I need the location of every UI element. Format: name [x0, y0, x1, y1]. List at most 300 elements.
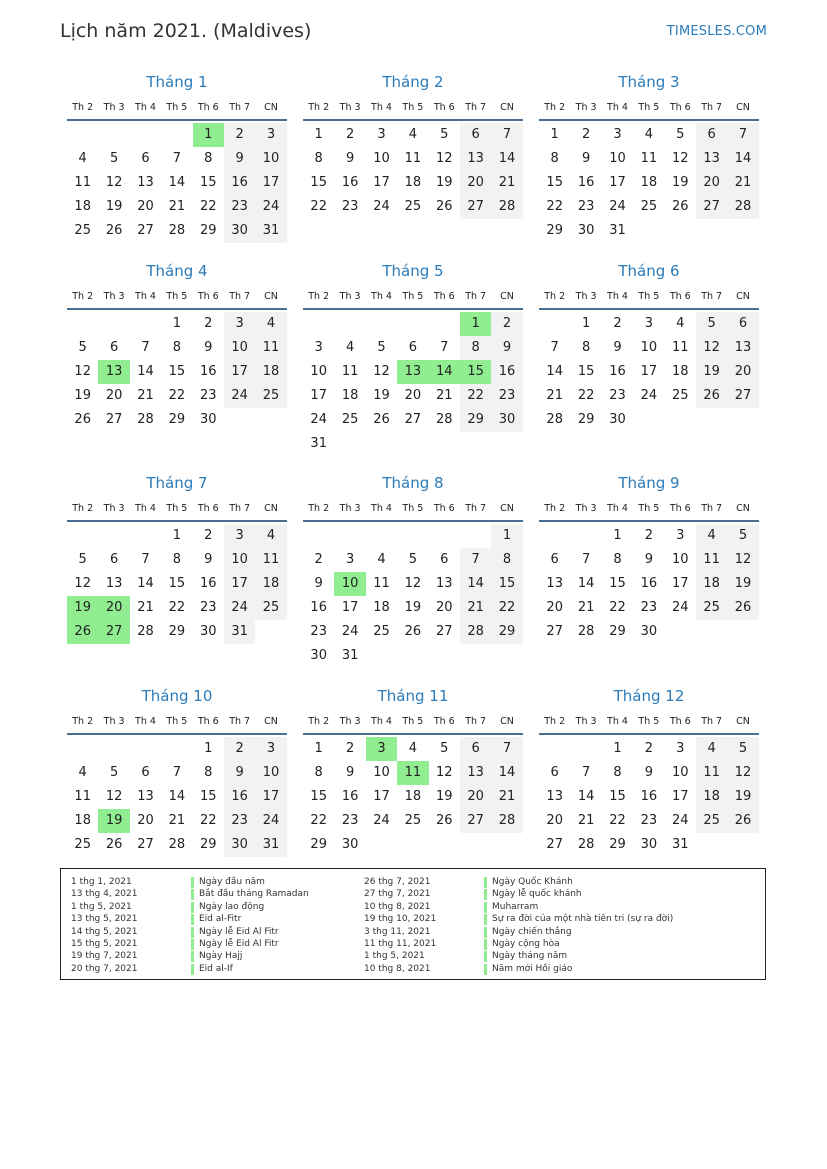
day-cell[interactable]: 3 [224, 312, 255, 336]
day-cell[interactable]: 12 [727, 548, 758, 572]
day-cell[interactable]: 16 [224, 171, 255, 195]
day-cell[interactable]: 11 [696, 761, 727, 785]
day-cell[interactable]: 21 [137, 600, 154, 615]
day-cell[interactable]: 25 [255, 384, 286, 408]
day-cell[interactable]: 2 [491, 312, 522, 336]
day-cell[interactable]: 22 [168, 388, 186, 403]
holiday-day-cell[interactable]: 19 [98, 809, 129, 833]
day-cell[interactable]: 18 [696, 785, 727, 809]
day-cell[interactable]: 9 [204, 552, 213, 567]
day-cell[interactable]: 4 [408, 741, 417, 756]
day-cell[interactable]: 23 [609, 388, 626, 403]
day-cell[interactable]: 24 [255, 195, 286, 219]
day-cell[interactable]: 20 [137, 199, 154, 214]
day-cell[interactable]: 25 [255, 596, 286, 620]
day-cell[interactable]: 7 [172, 765, 181, 780]
site-link[interactable]: TIMESLES.COM [666, 24, 767, 39]
day-cell[interactable]: 10 [224, 336, 255, 360]
day-cell[interactable]: 14 [137, 576, 154, 591]
day-cell[interactable]: 23 [199, 388, 217, 403]
day-cell[interactable]: 17 [255, 785, 286, 809]
day-cell[interactable]: 3 [255, 737, 286, 761]
day-cell[interactable]: 24 [373, 199, 390, 214]
day-cell[interactable]: 26 [727, 809, 758, 833]
day-cell[interactable]: 18 [373, 600, 390, 615]
day-cell[interactable]: 30 [224, 219, 255, 243]
holiday-day-cell[interactable]: 19 [67, 596, 98, 620]
day-cell[interactable]: 16 [341, 175, 359, 190]
day-cell[interactable]: 23 [640, 600, 658, 615]
day-cell[interactable]: 19 [727, 785, 758, 809]
day-cell[interactable]: 12 [727, 761, 758, 785]
day-cell[interactable]: 2 [314, 552, 323, 567]
day-cell[interactable]: 30 [341, 837, 359, 852]
day-cell[interactable]: 10 [224, 548, 255, 572]
day-cell[interactable]: 17 [341, 600, 359, 615]
day-cell[interactable]: 20 [404, 388, 422, 403]
day-cell[interactable]: 16 [224, 785, 255, 809]
day-cell[interactable]: 13 [546, 789, 563, 804]
day-cell[interactable]: 30 [640, 624, 658, 639]
day-cell[interactable]: 12 [696, 336, 727, 360]
day-cell[interactable]: 20 [546, 813, 563, 828]
day-cell[interactable]: 22 [310, 813, 327, 828]
day-cell[interactable]: 1 [581, 316, 591, 331]
day-cell[interactable]: 21 [168, 199, 186, 214]
day-cell[interactable]: 5 [109, 151, 119, 166]
day-cell[interactable]: 25 [671, 388, 689, 403]
day-cell[interactable]: 24 [609, 199, 626, 214]
day-cell[interactable]: 23 [491, 384, 522, 408]
day-cell[interactable]: 26 [105, 837, 123, 852]
day-cell[interactable]: 29 [546, 223, 563, 238]
day-cell[interactable]: 26 [671, 199, 689, 214]
day-cell[interactable]: 14 [577, 576, 595, 591]
day-cell[interactable]: 12 [373, 364, 390, 379]
day-cell[interactable]: 17 [373, 789, 390, 804]
day-cell[interactable]: 1 [204, 741, 213, 756]
day-cell[interactable]: 1 [613, 741, 622, 756]
day-cell[interactable]: 22 [609, 600, 626, 615]
day-cell[interactable]: 2 [345, 741, 355, 756]
day-cell[interactable]: 14 [460, 572, 491, 596]
day-cell[interactable]: 26 [404, 624, 422, 639]
day-cell[interactable]: 30 [310, 648, 327, 663]
day-cell[interactable]: 23 [640, 813, 658, 828]
day-cell[interactable]: 25 [696, 809, 727, 833]
day-cell[interactable]: 22 [460, 384, 491, 408]
day-cell[interactable]: 25 [696, 596, 727, 620]
day-cell[interactable]: 25 [341, 412, 359, 427]
day-cell[interactable]: 28 [460, 620, 491, 644]
day-cell[interactable]: 12 [74, 576, 91, 591]
day-cell[interactable]: 28 [727, 195, 758, 219]
day-cell[interactable]: 2 [613, 316, 622, 331]
day-cell[interactable]: 14 [546, 364, 563, 379]
day-cell[interactable]: 11 [640, 151, 658, 166]
day-cell[interactable]: 17 [373, 175, 390, 190]
day-cell[interactable]: 15 [199, 175, 217, 190]
day-cell[interactable]: 9 [224, 147, 255, 171]
day-cell[interactable]: 9 [613, 340, 622, 355]
day-cell[interactable]: 27 [105, 412, 123, 427]
day-cell[interactable]: 15 [546, 175, 563, 190]
day-cell[interactable]: 11 [255, 548, 286, 572]
day-cell[interactable]: 22 [168, 600, 186, 615]
day-cell[interactable]: 7 [141, 340, 150, 355]
day-cell[interactable]: 24 [310, 412, 327, 427]
day-cell[interactable]: 24 [224, 384, 255, 408]
day-cell[interactable]: 5 [440, 741, 449, 756]
day-cell[interactable]: 13 [460, 761, 491, 785]
day-cell[interactable]: 3 [644, 316, 653, 331]
day-cell[interactable]: 19 [404, 600, 422, 615]
day-cell[interactable]: 19 [727, 572, 758, 596]
day-cell[interactable]: 31 [255, 833, 286, 857]
day-cell[interactable]: 4 [408, 127, 417, 142]
day-cell[interactable]: 21 [491, 785, 522, 809]
day-cell[interactable]: 14 [577, 789, 595, 804]
day-cell[interactable]: 24 [341, 624, 359, 639]
day-cell[interactable]: 5 [109, 765, 119, 780]
day-cell[interactable]: 29 [168, 624, 186, 639]
day-cell[interactable]: 31 [671, 837, 689, 852]
day-cell[interactable]: 2 [644, 528, 653, 543]
day-cell[interactable]: 26 [727, 596, 758, 620]
day-cell[interactable]: 16 [341, 789, 359, 804]
day-cell[interactable]: 2 [204, 528, 213, 543]
day-cell[interactable]: 8 [204, 765, 213, 780]
holiday-day-cell[interactable]: 14 [429, 360, 460, 384]
day-cell[interactable]: 5 [696, 312, 727, 336]
day-cell[interactable]: 17 [224, 572, 255, 596]
day-cell[interactable]: 16 [199, 364, 217, 379]
day-cell[interactable]: 21 [491, 171, 522, 195]
day-cell[interactable]: 22 [199, 199, 217, 214]
day-cell[interactable]: 16 [310, 600, 327, 615]
day-cell[interactable]: 12 [404, 576, 422, 591]
day-cell[interactable]: 20 [137, 813, 154, 828]
day-cell[interactable]: 30 [609, 412, 626, 427]
day-cell[interactable]: 9 [491, 336, 522, 360]
day-cell[interactable]: 23 [224, 195, 255, 219]
day-cell[interactable]: 10 [671, 552, 689, 567]
holiday-day-cell[interactable]: 26 [67, 620, 98, 644]
day-cell[interactable]: 7 [727, 123, 758, 147]
day-cell[interactable]: 7 [581, 765, 591, 780]
day-cell[interactable]: 19 [435, 175, 453, 190]
holiday-day-cell[interactable]: 13 [98, 360, 129, 384]
day-cell[interactable]: 24 [255, 809, 286, 833]
day-cell[interactable]: 20 [460, 171, 491, 195]
day-cell[interactable]: 4 [644, 127, 653, 142]
day-cell[interactable]: 27 [546, 624, 563, 639]
day-cell[interactable]: 14 [727, 147, 758, 171]
day-cell[interactable]: 29 [310, 837, 327, 852]
day-cell[interactable]: 8 [613, 552, 622, 567]
day-cell[interactable]: 12 [105, 789, 123, 804]
day-cell[interactable]: 6 [460, 737, 491, 761]
day-cell[interactable]: 27 [546, 837, 563, 852]
day-cell[interactable]: 6 [696, 123, 727, 147]
day-cell[interactable]: 5 [727, 524, 758, 548]
day-cell[interactable]: 16 [577, 175, 595, 190]
day-cell[interactable]: 29 [491, 620, 522, 644]
day-cell[interactable]: 4 [78, 151, 87, 166]
day-cell[interactable]: 19 [373, 388, 390, 403]
day-cell[interactable]: 8 [204, 151, 213, 166]
day-cell[interactable]: 31 [255, 219, 286, 243]
day-cell[interactable]: 12 [435, 151, 453, 166]
day-cell[interactable]: 13 [727, 336, 758, 360]
day-cell[interactable]: 10 [640, 340, 658, 355]
day-cell[interactable]: 28 [435, 412, 453, 427]
day-cell[interactable]: 6 [550, 552, 559, 567]
day-cell[interactable]: 11 [74, 175, 91, 190]
day-cell[interactable]: 9 [224, 761, 255, 785]
day-cell[interactable]: 20 [727, 360, 758, 384]
day-cell[interactable]: 10 [310, 364, 327, 379]
day-cell[interactable]: 21 [727, 171, 758, 195]
day-cell[interactable]: 10 [255, 147, 286, 171]
day-cell[interactable]: 8 [550, 151, 559, 166]
day-cell[interactable]: 26 [74, 412, 91, 427]
day-cell[interactable]: 24 [671, 600, 689, 615]
day-cell[interactable]: 11 [373, 576, 390, 591]
day-cell[interactable]: 27 [460, 809, 491, 833]
day-cell[interactable]: 24 [373, 813, 390, 828]
day-cell[interactable]: 10 [671, 765, 689, 780]
day-cell[interactable]: 5 [78, 340, 87, 355]
day-cell[interactable]: 27 [727, 384, 758, 408]
day-cell[interactable]: 3 [314, 340, 323, 355]
day-cell[interactable]: 11 [696, 548, 727, 572]
day-cell[interactable]: 1 [613, 528, 622, 543]
day-cell[interactable]: 16 [199, 576, 217, 591]
day-cell[interactable]: 7 [491, 123, 522, 147]
day-cell[interactable]: 6 [141, 151, 150, 166]
day-cell[interactable]: 13 [460, 147, 491, 171]
day-cell[interactable]: 26 [373, 412, 390, 427]
day-cell[interactable]: 4 [696, 737, 727, 761]
holiday-day-cell[interactable]: 3 [366, 737, 397, 761]
day-cell[interactable]: 7 [460, 548, 491, 572]
day-cell[interactable]: 25 [373, 624, 390, 639]
day-cell[interactable]: 23 [199, 600, 217, 615]
holiday-day-cell[interactable]: 1 [460, 312, 491, 336]
day-cell[interactable]: 9 [345, 765, 355, 780]
day-cell[interactable]: 9 [204, 340, 213, 355]
day-cell[interactable]: 17 [255, 171, 286, 195]
day-cell[interactable]: 18 [640, 175, 658, 190]
day-cell[interactable]: 15 [310, 175, 327, 190]
day-cell[interactable]: 20 [546, 600, 563, 615]
day-cell[interactable]: 5 [377, 340, 386, 355]
day-cell[interactable]: 30 [199, 412, 217, 427]
day-cell[interactable]: 30 [224, 833, 255, 857]
day-cell[interactable]: 29 [609, 624, 626, 639]
day-cell[interactable]: 2 [581, 127, 591, 142]
day-cell[interactable]: 3 [255, 123, 286, 147]
holiday-day-cell[interactable]: 27 [98, 620, 129, 644]
day-cell[interactable]: 13 [435, 576, 453, 591]
day-cell[interactable]: 14 [491, 147, 522, 171]
day-cell[interactable]: 9 [644, 765, 653, 780]
day-cell[interactable]: 9 [345, 151, 355, 166]
day-cell[interactable]: 9 [644, 552, 653, 567]
day-cell[interactable]: 31 [341, 648, 359, 663]
day-cell[interactable]: 12 [671, 151, 689, 166]
day-cell[interactable]: 18 [255, 572, 286, 596]
day-cell[interactable]: 8 [491, 548, 522, 572]
day-cell[interactable]: 1 [172, 316, 181, 331]
day-cell[interactable]: 26 [696, 384, 727, 408]
day-cell[interactable]: 8 [581, 340, 591, 355]
day-cell[interactable]: 10 [373, 765, 390, 780]
day-cell[interactable]: 13 [105, 576, 123, 591]
day-cell[interactable]: 16 [640, 789, 658, 804]
day-cell[interactable]: 1 [550, 127, 559, 142]
day-cell[interactable]: 3 [676, 741, 685, 756]
day-cell[interactable]: 25 [404, 813, 422, 828]
day-cell[interactable]: 30 [577, 223, 595, 238]
day-cell[interactable]: 2 [224, 737, 255, 761]
day-cell[interactable]: 7 [172, 151, 181, 166]
day-cell[interactable]: 22 [577, 388, 595, 403]
day-cell[interactable]: 2 [345, 127, 355, 142]
day-cell[interactable]: 17 [640, 364, 658, 379]
day-cell[interactable]: 12 [74, 364, 91, 379]
day-cell[interactable]: 5 [78, 552, 87, 567]
day-cell[interactable]: 27 [137, 837, 154, 852]
day-cell[interactable]: 20 [696, 171, 727, 195]
day-cell[interactable]: 8 [314, 151, 323, 166]
day-cell[interactable]: 18 [671, 364, 689, 379]
day-cell[interactable]: 4 [255, 524, 286, 548]
day-cell[interactable]: 23 [341, 199, 359, 214]
day-cell[interactable]: 28 [137, 412, 154, 427]
day-cell[interactable]: 6 [408, 340, 417, 355]
day-cell[interactable]: 30 [491, 408, 522, 432]
day-cell[interactable]: 16 [491, 360, 522, 384]
day-cell[interactable]: 1 [314, 741, 323, 756]
day-cell[interactable]: 8 [172, 340, 181, 355]
day-cell[interactable]: 23 [224, 809, 255, 833]
day-cell[interactable]: 5 [408, 552, 417, 567]
day-cell[interactable]: 16 [640, 576, 658, 591]
day-cell[interactable]: 29 [199, 837, 217, 852]
day-cell[interactable]: 4 [377, 552, 386, 567]
day-cell[interactable]: 22 [310, 199, 327, 214]
day-cell[interactable]: 9 [581, 151, 591, 166]
day-cell[interactable]: 8 [460, 336, 491, 360]
day-cell[interactable]: 28 [577, 624, 595, 639]
day-cell[interactable]: 11 [74, 789, 91, 804]
day-cell[interactable]: 22 [199, 813, 217, 828]
day-cell[interactable]: 6 [727, 312, 758, 336]
day-cell[interactable]: 7 [581, 552, 591, 567]
day-cell[interactable]: 28 [168, 223, 186, 238]
day-cell[interactable]: 25 [640, 199, 658, 214]
day-cell[interactable]: 23 [577, 199, 595, 214]
day-cell[interactable]: 5 [727, 737, 758, 761]
day-cell[interactable]: 8 [613, 765, 622, 780]
day-cell[interactable]: 21 [435, 388, 453, 403]
day-cell[interactable]: 30 [640, 837, 658, 852]
day-cell[interactable]: 21 [460, 596, 491, 620]
day-cell[interactable]: 5 [440, 127, 449, 142]
day-cell[interactable]: 3 [224, 524, 255, 548]
day-cell[interactable]: 25 [74, 223, 91, 238]
day-cell[interactable]: 4 [78, 765, 87, 780]
day-cell[interactable]: 23 [310, 624, 327, 639]
day-cell[interactable]: 6 [550, 765, 559, 780]
day-cell[interactable]: 8 [314, 765, 323, 780]
day-cell[interactable]: 24 [640, 388, 658, 403]
day-cell[interactable]: 17 [310, 388, 327, 403]
day-cell[interactable]: 28 [491, 809, 522, 833]
day-cell[interactable]: 7 [491, 737, 522, 761]
day-cell[interactable]: 1 [491, 524, 522, 548]
day-cell[interactable]: 17 [671, 789, 689, 804]
day-cell[interactable]: 6 [109, 552, 119, 567]
day-cell[interactable]: 29 [168, 412, 186, 427]
day-cell[interactable]: 27 [435, 624, 453, 639]
day-cell[interactable]: 10 [373, 151, 390, 166]
day-cell[interactable]: 28 [577, 837, 595, 852]
day-cell[interactable]: 28 [137, 624, 154, 639]
day-cell[interactable]: 15 [168, 576, 186, 591]
holiday-day-cell[interactable]: 20 [98, 596, 129, 620]
day-cell[interactable]: 9 [314, 576, 323, 591]
day-cell[interactable]: 20 [435, 600, 453, 615]
day-cell[interactable]: 11 [671, 340, 689, 355]
day-cell[interactable]: 13 [137, 789, 154, 804]
day-cell[interactable]: 22 [491, 596, 522, 620]
day-cell[interactable]: 18 [74, 813, 91, 828]
day-cell[interactable]: 11 [404, 151, 422, 166]
day-cell[interactable]: 14 [168, 789, 186, 804]
day-cell[interactable]: 4 [255, 312, 286, 336]
day-cell[interactable]: 3 [377, 127, 386, 142]
holiday-day-cell[interactable]: 1 [193, 123, 224, 147]
day-cell[interactable]: 13 [546, 576, 563, 591]
day-cell[interactable]: 12 [105, 175, 123, 190]
day-cell[interactable]: 6 [460, 123, 491, 147]
day-cell[interactable]: 26 [435, 199, 453, 214]
day-cell[interactable]: 6 [109, 340, 119, 355]
day-cell[interactable]: 28 [168, 837, 186, 852]
day-cell[interactable]: 6 [440, 552, 449, 567]
day-cell[interactable]: 27 [137, 223, 154, 238]
day-cell[interactable]: 29 [460, 408, 491, 432]
day-cell[interactable]: 18 [74, 199, 91, 214]
day-cell[interactable]: 16 [609, 364, 626, 379]
day-cell[interactable]: 2 [644, 741, 653, 756]
day-cell[interactable]: 15 [491, 572, 522, 596]
day-cell[interactable]: 18 [404, 789, 422, 804]
day-cell[interactable]: 18 [404, 175, 422, 190]
day-cell[interactable]: 27 [404, 412, 422, 427]
day-cell[interactable]: 11 [341, 364, 359, 379]
day-cell[interactable]: 17 [224, 360, 255, 384]
day-cell[interactable]: 15 [609, 576, 626, 591]
day-cell[interactable]: 14 [168, 175, 186, 190]
day-cell[interactable]: 14 [491, 761, 522, 785]
day-cell[interactable]: 20 [105, 388, 123, 403]
day-cell[interactable]: 18 [696, 572, 727, 596]
day-cell[interactable]: 18 [255, 360, 286, 384]
